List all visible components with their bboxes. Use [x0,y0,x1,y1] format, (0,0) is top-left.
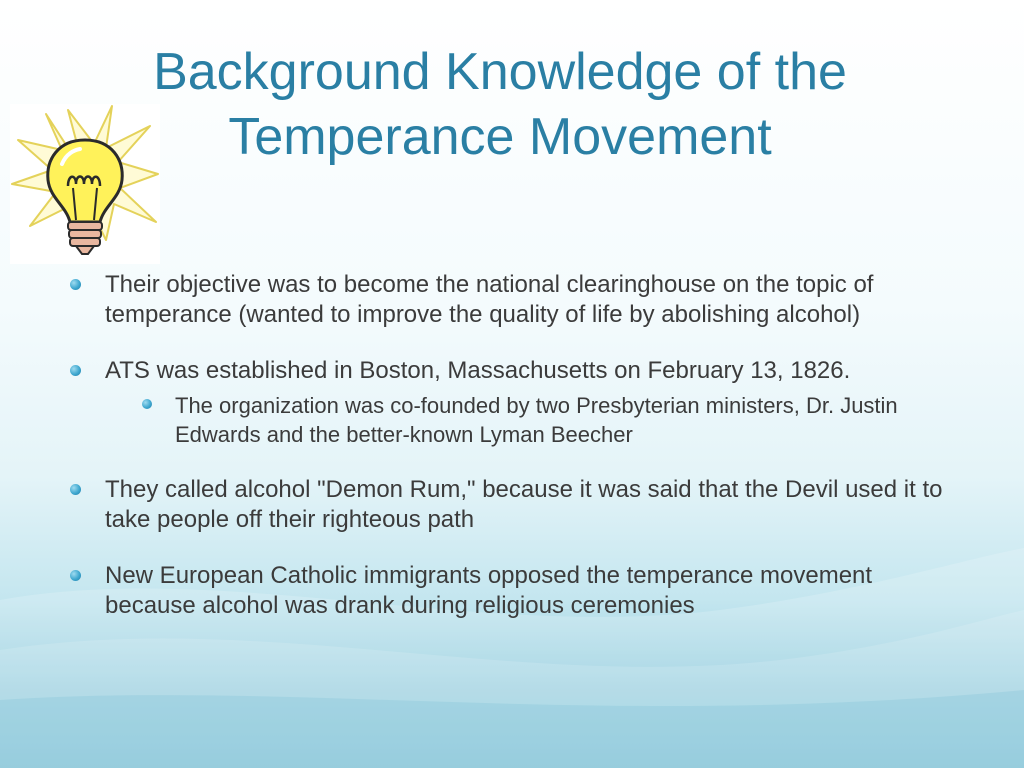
sub-bullet-text: The organization was co-founded by two Presbyterian ministers, Dr. Justin Edwards and the better-known Lyman Beecher [175,393,898,447]
bullet-dot-icon [70,484,81,495]
bullet-dot-icon [70,365,81,376]
slide-title: Background Knowledge of the Temperance Movement [153,43,847,166]
bullet-item [70,270,950,330]
bullet-text: They called alcohol "Demon Rum," because it was said that the Devil used it to take people off their righteous path [105,476,943,533]
bullet-list [70,270,950,647]
bullet-dot-icon [70,279,81,290]
bullet-text: ATS was established in Boston, Massachusetts on February 13, 1826. [105,357,851,384]
bullet-item [70,561,950,621]
light-bulb-icon [10,104,160,264]
bullet-text: New European Catholic immigrants opposed the temperance movement because alcohol was drank during religious ceremonies [105,562,873,619]
bullet-text: Their objective was to become the national clearinghouse on the topic of temperance (wanted to improve the quality of life by abolishing alcohol) [105,271,874,328]
bullet-item [70,356,950,386]
bullet-dot-icon [142,399,152,409]
sub-bullet-item [70,391,950,449]
bullet-item [70,475,950,535]
bullet-dot-icon [70,570,81,581]
